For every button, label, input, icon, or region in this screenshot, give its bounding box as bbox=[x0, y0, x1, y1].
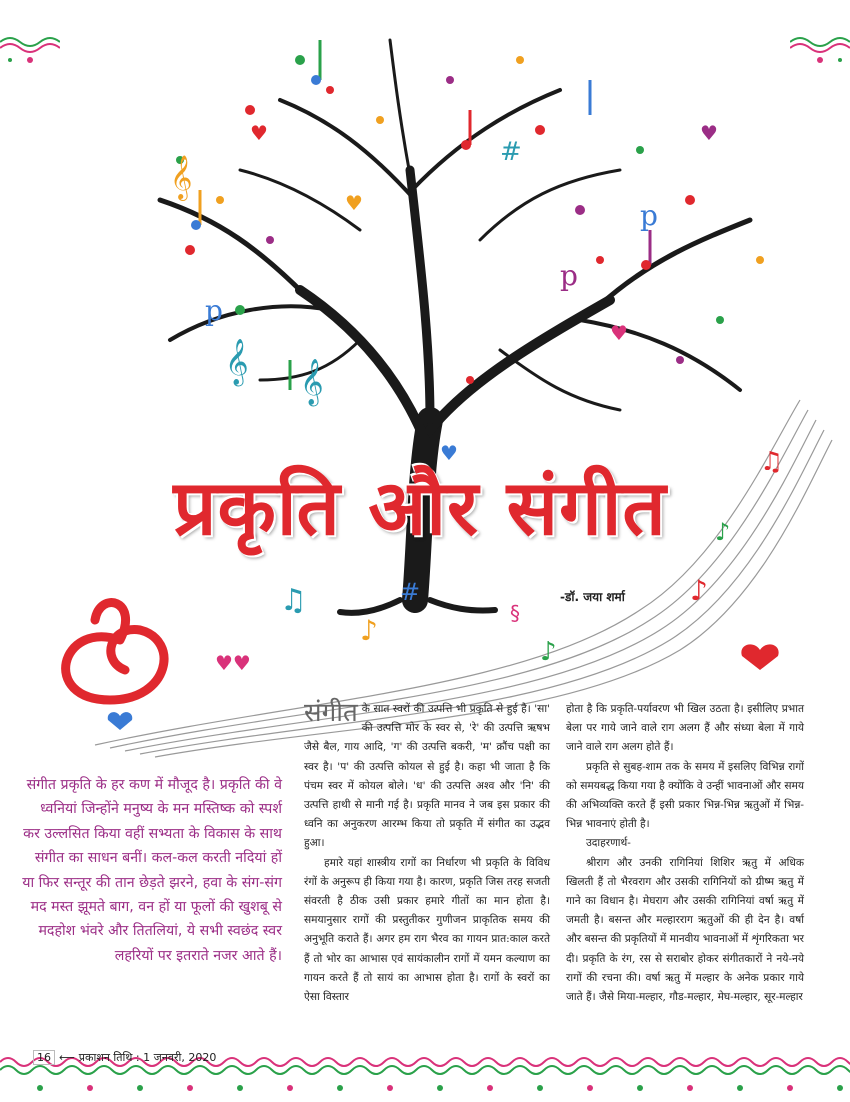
body-column-1 bbox=[304, 700, 550, 1007]
svg-text:#: # bbox=[400, 578, 421, 606]
svg-text:♥: ♥ bbox=[440, 441, 458, 465]
heart-icon bbox=[108, 712, 133, 730]
svg-text:♫: ♫ bbox=[280, 583, 307, 618]
author-byline: -डॉ. जया शर्मा bbox=[560, 590, 625, 604]
svg-text:♥: ♥ bbox=[610, 321, 628, 345]
svg-text:𝄞: 𝄞 bbox=[300, 359, 324, 405]
body-paragraph: हमारे यहां शास्त्रीय रागों का निर्धारण भी प्रकृति के विविध रंगों के अनुरूप ही किया गया है। कारण, प्रकृति जिस तरह सजती संवरती है ठीक उसी प्रकार हमारे गीतों का मान होता है। समयानुसार रागों की प्रस्तुतीकर गुणीजन प्राकृतिक समय की अनुभूति कराते हैं। अगर हम राग भैरव का गायन प्रात:काल करते हैं तो भोर का आभास एवं सायंकालीन रागों में यमन कल्याण का गायन करते हैं तो सायं का आभास होता है। रागों के स्वरों का ऐसा विस्तार bbox=[304, 856, 550, 1004]
body-paragraph: होता है कि प्रकृति-पर्यावरण भी खिल उठता है। इसीलिए प्रभात बेला पर गाये जाने वाले राग अलग हैं और संध्या बेला में गाये जाने वाले राग अलग होते हैं। bbox=[566, 703, 804, 754]
svg-text:§: § bbox=[510, 601, 520, 625]
svg-text:#: # bbox=[500, 137, 522, 167]
body-paragraph: प्रकृति से सुबह-शाम तक के समय में इसलिए विभिन्न रागों को समयबद्ध किया गया है क्योंकि वे उन्हीं भावनाओं और समय की अभिव्यक्ति करते हैं इसी प्रकार भिन्न-भिन्न ऋतुओं में भिन्न-भिन्न भावनाएं होती है। bbox=[566, 760, 804, 831]
svg-text:p: p bbox=[640, 199, 658, 232]
svg-text:♪: ♪ bbox=[715, 518, 731, 546]
svg-text:𝄞: 𝄞 bbox=[170, 155, 193, 199]
svg-text:p: p bbox=[205, 294, 223, 327]
publication-date: प्रकाशन तिथि : 1 जनवरी, 2020 bbox=[78, 1051, 217, 1064]
intro-paragraph: संगीत प्रकृति के हर कण में मौजूद है। प्रकृति की वे ध्वनियां जिन्होंने मनुष्य के मन मस्तिष्क को स्पर्श कर उल्लसित किया वहीं सभ्यता के विकास के साथ संगीत का साधन बनीं। कल-कल करती नदियां हों या फिर सन्तूर की तान छेड़ते झरने, हवा के संग-संग मद मस्त झूमते बाग, वन हों या फूलों की खुशबू से मदहोश भंवरे और तितलियां, ये सभी स्वछंद स्वर लहरियों पर इतराते नजर आते हैं। bbox=[22, 777, 282, 964]
svg-text:♥: ♥ bbox=[345, 191, 363, 215]
treble-clef-icon bbox=[66, 603, 164, 700]
body-paragraph: के सात स्वरों की उत्पत्ति भी प्रकृति से हुई है। 'सा' की उत्पत्ति मोर के स्वर से, 'रे' की उत्पत्ति ऋषभ जैसे बैल, गाय आदि, 'ग' की उत्पत्ति बकरी, 'म' क्रौंच पक्षी का स्वर है। 'प' की उत्पत्ति कोयल से हुई है। कहा भी जाता है कि पंचम स्वर में कोयल बोले। 'ध' की उत्पत्ति अश्व और 'नि' की उत्पत्ति हाथी से मानी गई है। प्रकृति मानव ने जब इस प्रकार की ध्वनि का अनुकरण आरम्भ किया तो प्रकृति में संगीत का उद्भव हुआ। bbox=[304, 703, 550, 850]
body-paragraph: श्रीराग और उनकी रागिनियां शिशिर ऋतु में अधिक खिलती हैं तो भैरवराग और उसकी रागिनियों को ग्रीष्म ऋतु में गाने का विधान है। मेघराग और उसकी रागिनियां वर्षा ऋतु में जमती है। बसन्त और मल्हारराग ऋतुओं की ही देन है। वर्षा और बसन्त की प्रकृतियों में मानवीय भावनाओं में शृंगरिकता भर दी। प्रकृति के रंग, रस से सराबोर होकर संगीतकारों ने नये-नये रागों की रचना की। वर्षा ऋतु में मल्हार के अनेक प्रकार गाये जाते हैं। जैसे मिया-मल्हार, गौड-मल्हार, मेघ-मल्हार, सूर-मल्हार bbox=[566, 856, 804, 1004]
article-title: प्रकृति और संगीत bbox=[173, 463, 667, 552]
page-number: 16 bbox=[33, 1050, 55, 1065]
svg-text:𝄞: 𝄞 bbox=[225, 339, 249, 385]
page-footer bbox=[33, 1050, 216, 1065]
svg-text:♥: ♥ bbox=[700, 121, 718, 145]
svg-text:♥♥: ♥♥ bbox=[215, 651, 251, 675]
svg-text:♪: ♪ bbox=[540, 637, 557, 667]
dropcap-word: संगीत bbox=[304, 698, 358, 728]
svg-text:♫: ♫ bbox=[760, 447, 784, 477]
svg-text:p: p bbox=[560, 259, 578, 292]
footer-ornament-border bbox=[0, 1038, 850, 1102]
arrow-left-icon: ⟵ bbox=[59, 1051, 75, 1064]
svg-text:♪: ♪ bbox=[360, 614, 378, 647]
heart-icon bbox=[741, 644, 778, 670]
svg-text:♪: ♪ bbox=[690, 574, 708, 607]
body-column-2 bbox=[566, 700, 804, 1007]
body-paragraph: उदाहरणार्थ- bbox=[586, 837, 631, 850]
svg-text:♥: ♥ bbox=[250, 121, 268, 145]
